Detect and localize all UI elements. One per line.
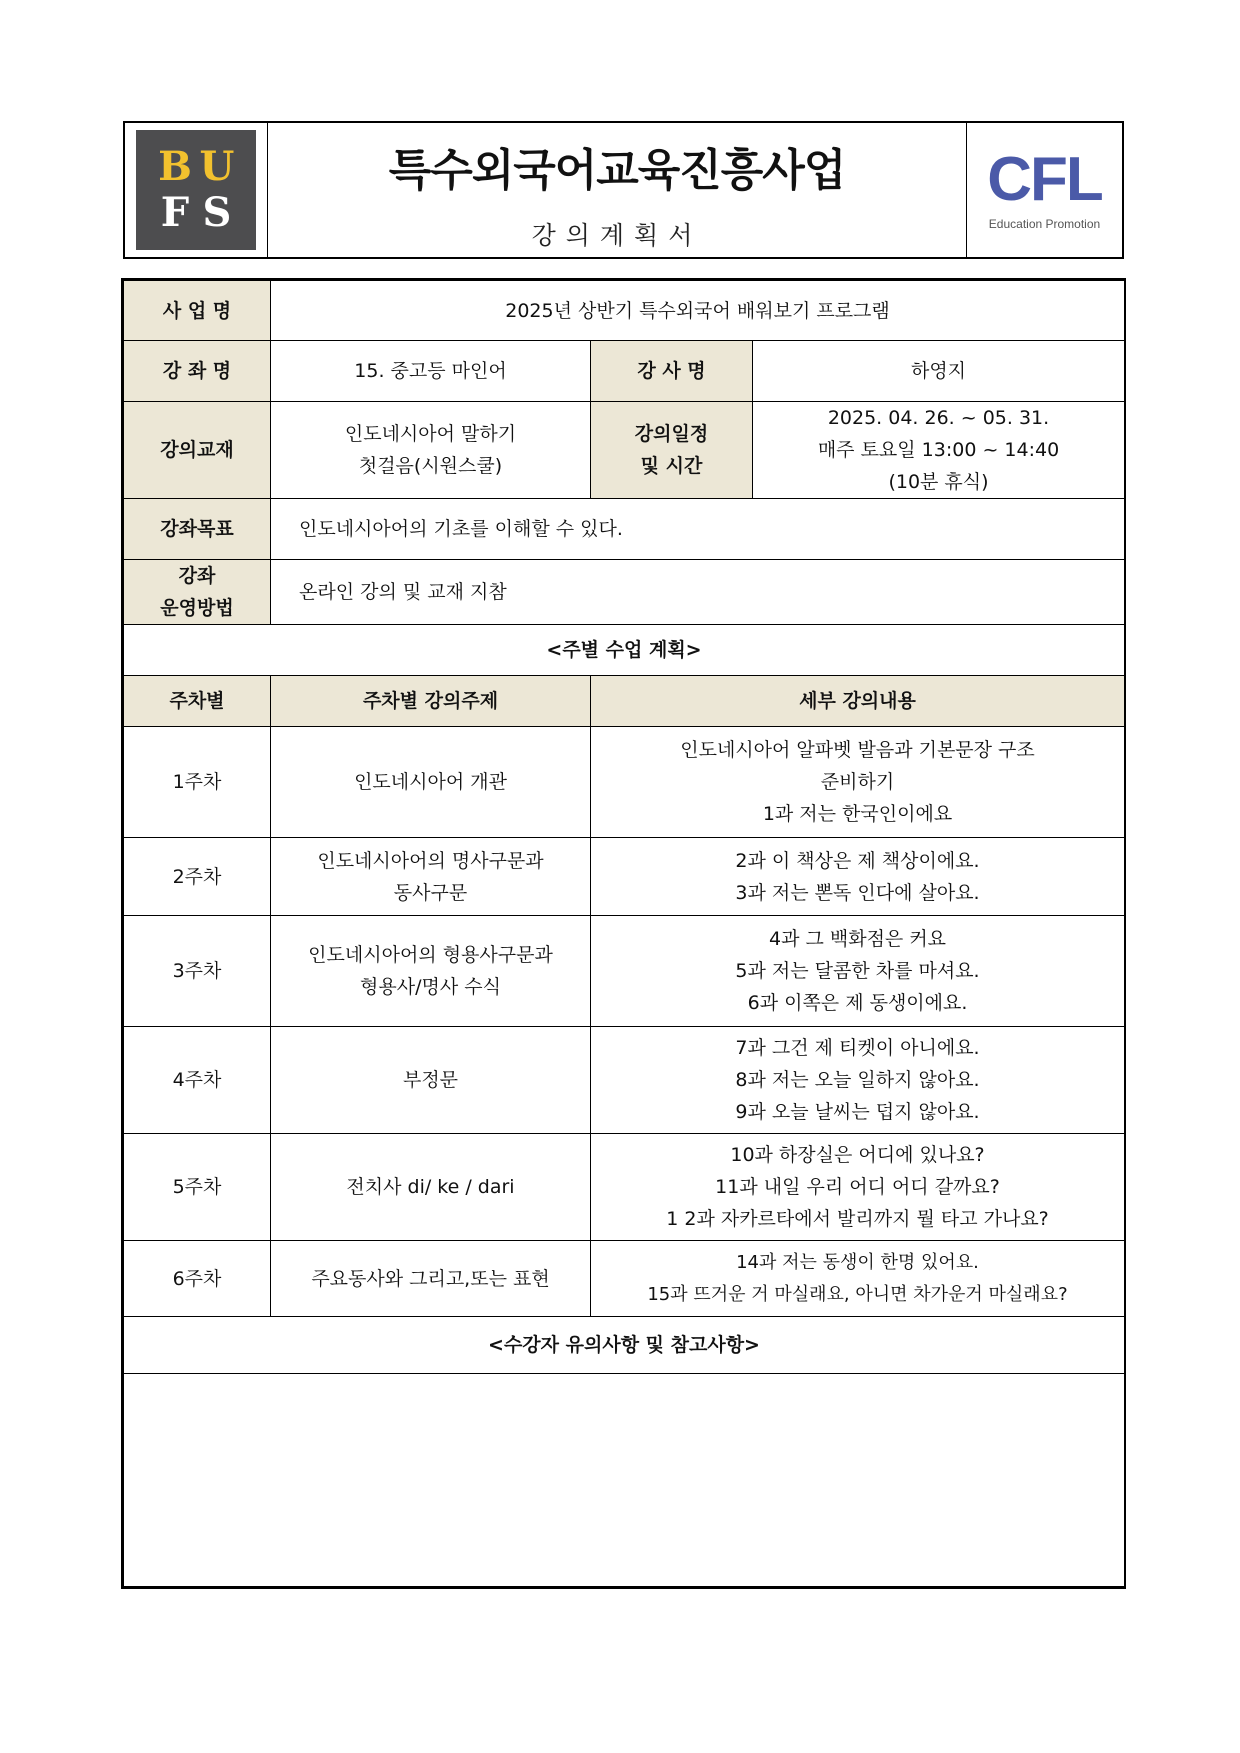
method-label-line: 운영방법: [160, 597, 234, 619]
topic-cell: [271, 838, 591, 916]
week-cell: 6주차: [124, 1241, 271, 1317]
details-line: 10과 하장실은 어디에 있나요?: [730, 1144, 985, 1166]
goal-label: 강좌목표: [124, 499, 271, 560]
instructor-value: 하영지: [753, 341, 1125, 402]
cfl-logo-cell: [966, 123, 1122, 257]
details-cell: [591, 1241, 1125, 1317]
details-cell: [591, 1027, 1125, 1134]
details-cell: [591, 916, 1125, 1027]
goal-value: 인도네시아어의 기초를 이해할 수 있다.: [271, 499, 1125, 560]
notes-section-title: <수강자 유의사항 및 참고사항>: [124, 1317, 1125, 1374]
details-line: 8과 저는 오늘 일하지 않아요.: [735, 1069, 980, 1091]
page-title: 특수외국어교육진흥사업: [388, 145, 846, 196]
course-label: 강 좌 명: [124, 341, 271, 402]
topic-column-header: 주차별 강의주제: [271, 676, 591, 727]
week-cell: 4주차: [124, 1027, 271, 1134]
title-cell: [268, 123, 966, 257]
details-cell: [591, 838, 1125, 916]
details-line: 5과 저는 달콤한 차를 마셔요.: [735, 960, 980, 982]
page-subtitle: 강의계획서: [531, 221, 703, 250]
details-line: 4과 그 백화점은 커요: [768, 928, 947, 950]
details-line: 14과 저는 동생이 한명 있어요.: [736, 1251, 979, 1273]
notes-section-row: [124, 1317, 1125, 1374]
bufs-logo-cell: [125, 123, 268, 257]
info-row-goal: [124, 499, 1125, 560]
table-row: [124, 838, 1125, 916]
cfl-logo: CFL: [987, 145, 1102, 214]
info-row-method: [124, 560, 1125, 625]
details-line: 6과 이쪽은 제 동생이에요.: [747, 992, 968, 1014]
syllabus-table: [121, 278, 1126, 1589]
details-line: 11과 내일 우리 어디 어디 갈까요?: [715, 1176, 1000, 1198]
textbook-line: 첫걸음(시원스쿨): [358, 455, 503, 477]
weekly-section-title: <주별 수업 계획>: [124, 625, 1125, 676]
course-value: 15. 중고등 마인어: [271, 341, 591, 402]
topic-cell: [271, 916, 591, 1027]
details-line: 준비하기: [820, 771, 895, 793]
bufs-logo: [136, 130, 256, 250]
method-label: [124, 560, 271, 625]
notes-content: [124, 1374, 1125, 1587]
week-cell: 5주차: [124, 1134, 271, 1241]
notes-row: [124, 1374, 1125, 1587]
details-line: 1 2과 자카르타에서 발리까지 뭘 타고 가나요?: [666, 1208, 1049, 1230]
schedule-label-line: 및 시간: [640, 455, 703, 477]
week-cell: 2주차: [124, 838, 271, 916]
logo-letter: S: [202, 189, 232, 236]
info-row-course: [124, 341, 1125, 402]
topic-line: 동사구문: [393, 881, 468, 904]
details-line: 3과 저는 뽄독 인다에 살아요.: [735, 881, 980, 904]
details-line: 2과 이 책상은 제 책상이에요.: [735, 849, 980, 872]
topic-cell: [271, 1241, 591, 1317]
topic-line: 인도네시아어의 형용사구문과: [308, 944, 553, 966]
document-header: [123, 121, 1124, 259]
info-row-project: [124, 281, 1125, 341]
table-row: [124, 1241, 1125, 1317]
logo-letter: U: [199, 143, 235, 190]
details-column-header: 세부 강의내용: [591, 676, 1125, 727]
details-line: 9과 오늘 날씨는 덥지 않아요.: [735, 1101, 980, 1123]
weekly-header-row: [124, 676, 1125, 727]
cfl-logo-tagline: Education Promotion: [988, 217, 1101, 231]
schedule-label: [591, 402, 753, 499]
schedule-line: 2025. 04. 26. ~ 05. 31.: [827, 407, 1050, 429]
schedule-value: [753, 402, 1125, 499]
schedule-line: (10분 휴식): [888, 471, 989, 493]
topic-cell: [271, 1134, 591, 1241]
topic-line: 주요동사와 그리고,또는 표현: [311, 1267, 550, 1290]
method-label-line: 강좌: [178, 565, 216, 587]
topic-cell: [271, 727, 591, 838]
topic-cell: [271, 1027, 591, 1134]
week-cell: 1주차: [124, 727, 271, 838]
project-label: 사 업 명: [124, 281, 271, 341]
week-column-header: 주차별: [124, 676, 271, 727]
textbook-value: [271, 402, 591, 499]
details-line: 인도네시아어 알파벳 발음과 기본문장 구조: [680, 739, 1035, 761]
topic-line: 전치사 di/ ke / dari: [346, 1176, 515, 1198]
project-value: 2025년 상반기 특수외국어 배워보기 프로그램: [271, 281, 1125, 341]
table-row: [124, 1027, 1125, 1134]
table-row: [124, 1134, 1125, 1241]
details-line: 7과 그건 제 티켓이 아니에요.: [735, 1037, 980, 1059]
instructor-label: 강 사 명: [591, 341, 753, 402]
schedule-label-line: 강의일정: [634, 423, 709, 445]
week-cell: 3주차: [124, 916, 271, 1027]
table-row: [124, 727, 1125, 838]
method-value: 온라인 강의 및 교재 지참: [271, 560, 1125, 625]
textbook-label: 강의교재: [124, 402, 271, 499]
table-row: [124, 916, 1125, 1027]
topic-line: 인도네시아어 개관: [354, 771, 507, 793]
details-cell: [591, 727, 1125, 838]
details-cell: [591, 1134, 1125, 1241]
details-line: 1과 저는 한국인이에요: [762, 803, 953, 825]
logo-letter: F: [160, 189, 190, 236]
logo-letter: B: [158, 143, 192, 190]
info-row-textbook: [124, 402, 1125, 499]
topic-line: 부정문: [402, 1069, 459, 1091]
textbook-line: 인도네시아어 말하기: [344, 423, 517, 445]
details-line: 15과 뜨거운 거 마실래요, 아니면 차가운거 마실래요?: [647, 1283, 1068, 1305]
topic-line: 형용사/명사 수식: [360, 976, 501, 998]
topic-line: 인도네시아어의 명사구문과: [317, 849, 544, 872]
weekly-section-row: [124, 625, 1125, 676]
schedule-line: 매주 토요일 13:00 ~ 14:40: [817, 439, 1060, 461]
